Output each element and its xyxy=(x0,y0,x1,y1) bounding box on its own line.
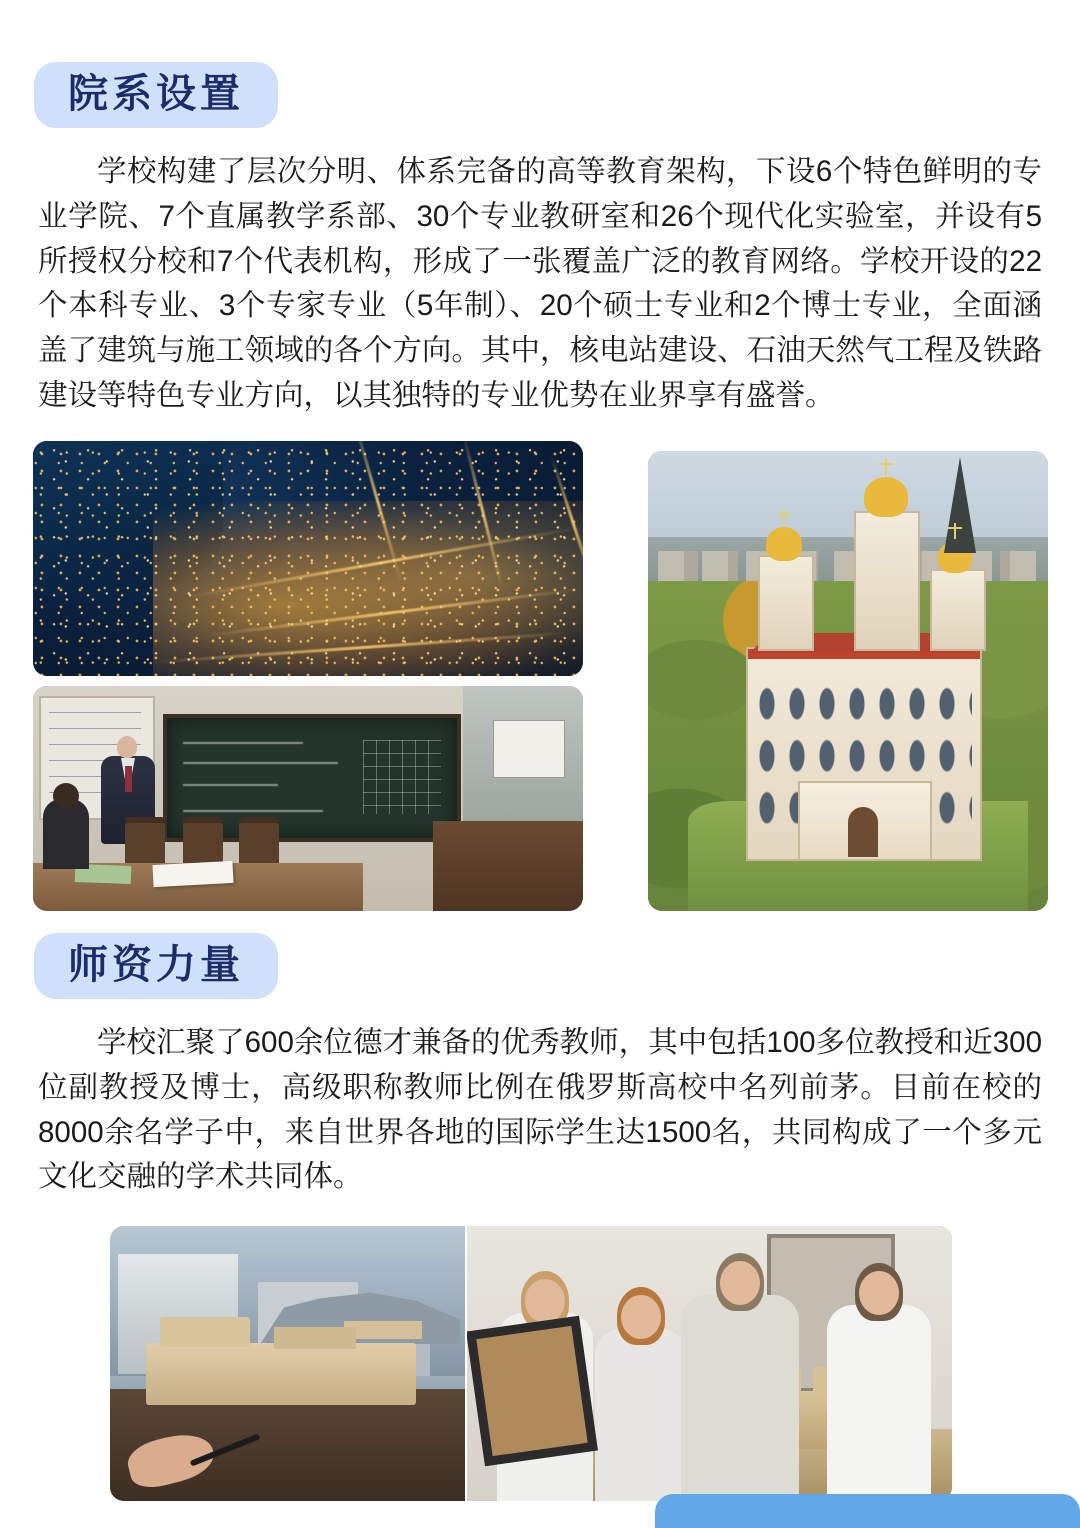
church-cross-icon xyxy=(783,509,785,525)
lecture-wall-document xyxy=(493,720,565,778)
church-golden-dome xyxy=(766,527,802,561)
student-person xyxy=(827,1305,931,1501)
bottom-accent-bar xyxy=(655,1494,1080,1528)
faculty-photo-group xyxy=(30,1226,1050,1501)
city-night-lights xyxy=(33,441,583,676)
lecture-chair xyxy=(125,817,165,869)
photo-students xyxy=(467,1226,952,1501)
section-departments-paragraph: 学校构建了层次分明、体系完备的高等教育架构，下设6个特色鲜明的专业学院、7个直属教学系部、30个专业教研室和26个现代化实验室，并设有5所授权分校和7个代表机构，形成了一张覆盖广泛的教育网络。学校开设的22个本科专业、3个专家专业（5年制）、20个硕士专业和2个博士专业，全面涵盖了建筑与施工领域的各个方向。其中，核电站建设、石油天然气工程及铁路建设等特色专业方向，以其独特的专业优势在业界享有盛誉。 xyxy=(38,155,1042,413)
lecture-papers xyxy=(152,861,233,887)
departments-photo-group xyxy=(30,441,1050,911)
section-heading-departments-label: 院系设置 xyxy=(68,72,244,116)
section-heading-faculty-label: 师资力量 xyxy=(68,942,244,987)
photo-model-room xyxy=(110,1226,465,1501)
church-tower xyxy=(758,555,814,651)
lecture-chair xyxy=(239,817,279,869)
section-heading-faculty xyxy=(34,933,278,999)
lecture-professor-head xyxy=(117,736,137,758)
lecture-desk-right xyxy=(433,821,583,911)
students-framed-board xyxy=(467,1316,598,1467)
architecture-scale-model xyxy=(146,1343,416,1405)
photo-lecture xyxy=(33,686,583,911)
section-heading-departments xyxy=(34,62,278,128)
church-tower xyxy=(930,569,986,651)
lecture-student xyxy=(43,799,89,869)
church-door xyxy=(848,807,878,857)
lecture-professor-tie xyxy=(125,766,132,792)
section-faculty-paragraph: 学校汇聚了600余位德才兼备的优秀教师，其中包括100多位教授和近300位副教授及博士，高级职称教师比例在俄罗斯高校中名列前茅。目前在校的8000余名学子中，来自世界各地的国际学生达1500名，共同构成了一个多元文化交融的学术共同体。 xyxy=(38,1025,1042,1194)
church-cross-icon xyxy=(885,459,887,475)
church-tower xyxy=(854,511,920,651)
student-person xyxy=(595,1329,687,1501)
church-spire xyxy=(944,457,976,553)
photo-city-night xyxy=(33,441,583,676)
teacher-person xyxy=(681,1295,799,1501)
photo-church xyxy=(648,451,1048,911)
church-golden-dome xyxy=(864,477,908,517)
church-cross-icon xyxy=(954,523,956,539)
